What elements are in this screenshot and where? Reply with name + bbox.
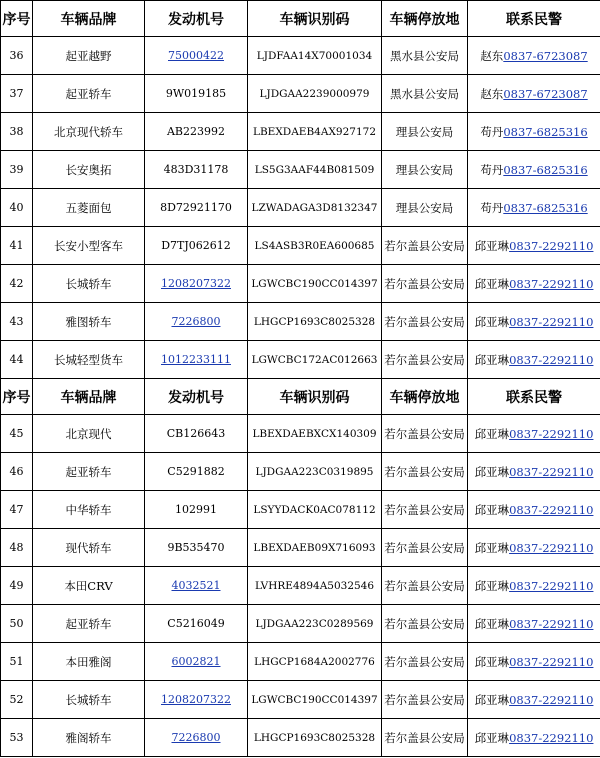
cell-no: 43 bbox=[1, 303, 33, 341]
cell-officer bbox=[468, 643, 600, 681]
cell-engine: CB126643 bbox=[145, 415, 248, 453]
cell-brand: 现代轿车 bbox=[33, 529, 145, 567]
cell-no: 46 bbox=[1, 453, 33, 491]
cell-officer bbox=[468, 151, 600, 189]
cell-officer bbox=[468, 75, 600, 113]
header-brand: 车辆品牌 bbox=[33, 379, 145, 415]
cell-brand: 长安小型客车 bbox=[33, 227, 145, 265]
phone-link[interactable]: 0837-2292110 bbox=[509, 314, 594, 329]
cell-vin: LGWCBC172AC012663 bbox=[248, 341, 382, 379]
cell-officer bbox=[468, 415, 600, 453]
cell-officer bbox=[468, 491, 600, 529]
cell-place: 若尔盖县公安局 bbox=[382, 341, 468, 379]
officer-name: 邱亚琳 bbox=[474, 540, 510, 555]
cell-officer bbox=[468, 113, 600, 151]
cell-officer bbox=[468, 265, 600, 303]
header-brand: 车辆品牌 bbox=[33, 1, 145, 37]
officer-name: 苟丹 bbox=[480, 200, 504, 215]
phone-link[interactable]: 0837-2292110 bbox=[509, 502, 594, 517]
cell-place: 若尔盖县公安局 bbox=[382, 227, 468, 265]
engine-link[interactable]: 7226800 bbox=[171, 731, 221, 744]
officer-name: 邱亚琳 bbox=[474, 464, 510, 479]
officer-name: 邱亚琳 bbox=[474, 276, 510, 291]
table-row bbox=[1, 151, 600, 189]
cell-place: 理县公安局 bbox=[382, 189, 468, 227]
phone-link[interactable]: 0837-2292110 bbox=[509, 238, 594, 253]
cell-brand: 起亚越野 bbox=[33, 37, 145, 75]
table-row bbox=[1, 643, 600, 681]
phone-link[interactable]: 0837-2292110 bbox=[509, 578, 594, 593]
cell-no: 36 bbox=[1, 37, 33, 75]
phone-link[interactable]: 0837-6723087 bbox=[503, 86, 588, 101]
table-row bbox=[1, 529, 600, 567]
cell-vin: LHGCP1693C8025328 bbox=[248, 303, 382, 341]
cell-officer bbox=[468, 605, 600, 643]
table-row bbox=[1, 681, 600, 719]
engine-link[interactable]: 7226800 bbox=[171, 315, 221, 328]
cell-no: 49 bbox=[1, 567, 33, 605]
cell-officer bbox=[468, 453, 600, 491]
header-officer: 联系民警 bbox=[468, 379, 600, 415]
cell-brand: 起亚轿车 bbox=[33, 453, 145, 491]
phone-link[interactable]: 0837-2292110 bbox=[509, 464, 594, 479]
engine-link[interactable]: 75000422 bbox=[168, 49, 224, 62]
cell-brand: 长城轿车 bbox=[33, 265, 145, 303]
cell-vin: LSYYDACK0AC078112 bbox=[248, 491, 382, 529]
officer-name: 邱亚琳 bbox=[474, 502, 510, 517]
officer-name: 赵东 bbox=[480, 48, 504, 63]
header-vin: 车辆识别码 bbox=[248, 1, 382, 37]
table-row bbox=[1, 341, 600, 379]
cell-place: 若尔盖县公安局 bbox=[382, 605, 468, 643]
header-engine: 发动机号 bbox=[145, 1, 248, 37]
phone-link[interactable]: 0837-2292110 bbox=[509, 654, 594, 669]
cell-vin: LS4ASB3R0EA600685 bbox=[248, 227, 382, 265]
cell-no: 39 bbox=[1, 151, 33, 189]
cell-officer bbox=[468, 529, 600, 567]
cell-place: 黑水县公安局 bbox=[382, 75, 468, 113]
cell-brand: 长城轿车 bbox=[33, 681, 145, 719]
phone-link[interactable]: 0837-2292110 bbox=[509, 276, 594, 291]
cell-engine bbox=[145, 341, 248, 379]
officer-name: 邱亚琳 bbox=[474, 238, 510, 253]
cell-brand: 本田雅阁 bbox=[33, 643, 145, 681]
cell-place: 若尔盖县公安局 bbox=[382, 265, 468, 303]
cell-officer bbox=[468, 227, 600, 265]
cell-no: 52 bbox=[1, 681, 33, 719]
table-row bbox=[1, 113, 600, 151]
cell-engine: 483D31178 bbox=[145, 151, 248, 189]
officer-name: 邱亚琳 bbox=[474, 578, 510, 593]
cell-vin: LBEXDAEB4AX927172 bbox=[248, 113, 382, 151]
cell-no: 38 bbox=[1, 113, 33, 151]
cell-place: 理县公安局 bbox=[382, 151, 468, 189]
table-row bbox=[1, 453, 600, 491]
cell-brand: 五菱面包 bbox=[33, 189, 145, 227]
cell-engine bbox=[145, 681, 248, 719]
cell-no: 45 bbox=[1, 415, 33, 453]
table-row bbox=[1, 719, 600, 757]
officer-name: 邱亚琳 bbox=[474, 426, 510, 441]
cell-place: 理县公安局 bbox=[382, 113, 468, 151]
cell-no: 37 bbox=[1, 75, 33, 113]
cell-officer bbox=[468, 303, 600, 341]
cell-engine: 8D72921170 bbox=[145, 189, 248, 227]
cell-vin: LJDGAA2239000979 bbox=[248, 75, 382, 113]
cell-engine: C5291882 bbox=[145, 453, 248, 491]
phone-link[interactable]: 0837-6825316 bbox=[503, 124, 588, 139]
header-place: 车辆停放地 bbox=[382, 1, 468, 37]
cell-place: 若尔盖县公安局 bbox=[382, 719, 468, 757]
header-row bbox=[1, 1, 600, 37]
officer-name: 赵东 bbox=[480, 86, 504, 101]
table-row bbox=[1, 75, 600, 113]
cell-engine: AB223992 bbox=[145, 113, 248, 151]
cell-place: 若尔盖县公安局 bbox=[382, 529, 468, 567]
officer-name: 邱亚琳 bbox=[474, 314, 510, 329]
phone-link[interactable]: 0837-2292110 bbox=[509, 730, 594, 745]
table-row bbox=[1, 605, 600, 643]
phone-link[interactable]: 0837-2292110 bbox=[509, 352, 594, 367]
cell-no: 50 bbox=[1, 605, 33, 643]
cell-vin: LGWCBC190CC014397 bbox=[248, 265, 382, 303]
cell-place: 黑水县公安局 bbox=[382, 37, 468, 75]
table-row bbox=[1, 491, 600, 529]
phone-link[interactable]: 0837-2292110 bbox=[509, 616, 594, 631]
officer-name: 邱亚琳 bbox=[474, 654, 510, 669]
cell-place: 若尔盖县公安局 bbox=[382, 303, 468, 341]
officer-name: 苟丹 bbox=[480, 162, 504, 177]
cell-no: 48 bbox=[1, 529, 33, 567]
cell-brand: 起亚轿车 bbox=[33, 75, 145, 113]
cell-no: 42 bbox=[1, 265, 33, 303]
cell-engine: 102991 bbox=[145, 491, 248, 529]
header-row bbox=[1, 379, 600, 415]
table-row bbox=[1, 189, 600, 227]
cell-brand: 北京现代 bbox=[33, 415, 145, 453]
cell-vin: LS5G3AAF44B081509 bbox=[248, 151, 382, 189]
cell-vin: LJDGAA223C0319895 bbox=[248, 453, 382, 491]
table-row bbox=[1, 265, 600, 303]
cell-vin: LJDGAA223C0289569 bbox=[248, 605, 382, 643]
cell-vin: LGWCBC190CC014397 bbox=[248, 681, 382, 719]
officer-name: 苟丹 bbox=[480, 124, 504, 139]
cell-engine: 9W019185 bbox=[145, 75, 248, 113]
officer-name: 邱亚琳 bbox=[474, 616, 510, 631]
cell-engine: D7TJ062612 bbox=[145, 227, 248, 265]
cell-officer bbox=[468, 719, 600, 757]
engine-link[interactable]: 1012233111 bbox=[161, 353, 231, 366]
cell-officer bbox=[468, 567, 600, 605]
engine-link[interactable]: 6002821 bbox=[171, 655, 221, 668]
cell-brand: 本田CRV bbox=[33, 567, 145, 605]
table-row bbox=[1, 303, 600, 341]
engine-link[interactable]: 4032521 bbox=[171, 579, 221, 592]
cell-place: 若尔盖县公安局 bbox=[382, 491, 468, 529]
phone-link[interactable]: 0837-6723087 bbox=[503, 48, 588, 63]
phone-link[interactable]: 0837-2292110 bbox=[509, 426, 594, 441]
header-place: 车辆停放地 bbox=[382, 379, 468, 415]
cell-brand: 北京现代轿车 bbox=[33, 113, 145, 151]
cell-vin: LBEXDAEB09X716093 bbox=[248, 529, 382, 567]
cell-engine bbox=[145, 303, 248, 341]
cell-officer bbox=[468, 189, 600, 227]
cell-engine bbox=[145, 37, 248, 75]
table-row bbox=[1, 567, 600, 605]
cell-engine bbox=[145, 643, 248, 681]
cell-vin: LVHRE4894A5032546 bbox=[248, 567, 382, 605]
table-row bbox=[1, 415, 600, 453]
cell-no: 40 bbox=[1, 189, 33, 227]
cell-vin: LJDFAA14X70001034 bbox=[248, 37, 382, 75]
header-no: 序号 bbox=[1, 1, 33, 37]
cell-no: 41 bbox=[1, 227, 33, 265]
engine-link[interactable]: 1208207322 bbox=[161, 277, 231, 290]
cell-engine bbox=[145, 567, 248, 605]
cell-vin: LZWADAGA3D8132347 bbox=[248, 189, 382, 227]
cell-vin: LHGCP1684A2002776 bbox=[248, 643, 382, 681]
cell-no: 47 bbox=[1, 491, 33, 529]
cell-engine: 9B535470 bbox=[145, 529, 248, 567]
cell-no: 44 bbox=[1, 341, 33, 379]
engine-link[interactable]: 1208207322 bbox=[161, 693, 231, 706]
cell-brand: 雅图轿车 bbox=[33, 303, 145, 341]
cell-officer bbox=[468, 681, 600, 719]
cell-no: 53 bbox=[1, 719, 33, 757]
cell-vin: LHGCP1693C8025328 bbox=[248, 719, 382, 757]
cell-engine bbox=[145, 719, 248, 757]
header-vin: 车辆识别码 bbox=[248, 379, 382, 415]
phone-link[interactable]: 0837-2292110 bbox=[509, 692, 594, 707]
cell-officer bbox=[468, 37, 600, 75]
cell-place: 若尔盖县公安局 bbox=[382, 643, 468, 681]
officer-name: 邱亚琳 bbox=[474, 692, 510, 707]
cell-vin: LBEXDAEBXCX140309 bbox=[248, 415, 382, 453]
phone-link[interactable]: 0837-6825316 bbox=[503, 162, 588, 177]
table-row bbox=[1, 37, 600, 75]
cell-place: 若尔盖县公安局 bbox=[382, 681, 468, 719]
cell-brand: 雅阁轿车 bbox=[33, 719, 145, 757]
phone-link[interactable]: 0837-2292110 bbox=[509, 540, 594, 555]
cell-place: 若尔盖县公安局 bbox=[382, 567, 468, 605]
cell-place: 若尔盖县公安局 bbox=[382, 453, 468, 491]
cell-engine bbox=[145, 265, 248, 303]
officer-name: 邱亚琳 bbox=[474, 352, 510, 367]
vehicle-table-body bbox=[1, 1, 600, 757]
cell-brand: 长城轻型货车 bbox=[33, 341, 145, 379]
cell-officer bbox=[468, 341, 600, 379]
table-row bbox=[1, 227, 600, 265]
header-officer: 联系民警 bbox=[468, 1, 600, 37]
phone-link[interactable]: 0837-6825316 bbox=[503, 200, 588, 215]
cell-brand: 中华轿车 bbox=[33, 491, 145, 529]
header-engine: 发动机号 bbox=[145, 379, 248, 415]
officer-name: 邱亚琳 bbox=[474, 730, 510, 745]
cell-brand: 长安奥拓 bbox=[33, 151, 145, 189]
cell-place: 若尔盖县公安局 bbox=[382, 415, 468, 453]
cell-no: 51 bbox=[1, 643, 33, 681]
cell-brand: 起亚轿车 bbox=[33, 605, 145, 643]
header-no: 序号 bbox=[1, 379, 33, 415]
cell-engine: C5216049 bbox=[145, 605, 248, 643]
